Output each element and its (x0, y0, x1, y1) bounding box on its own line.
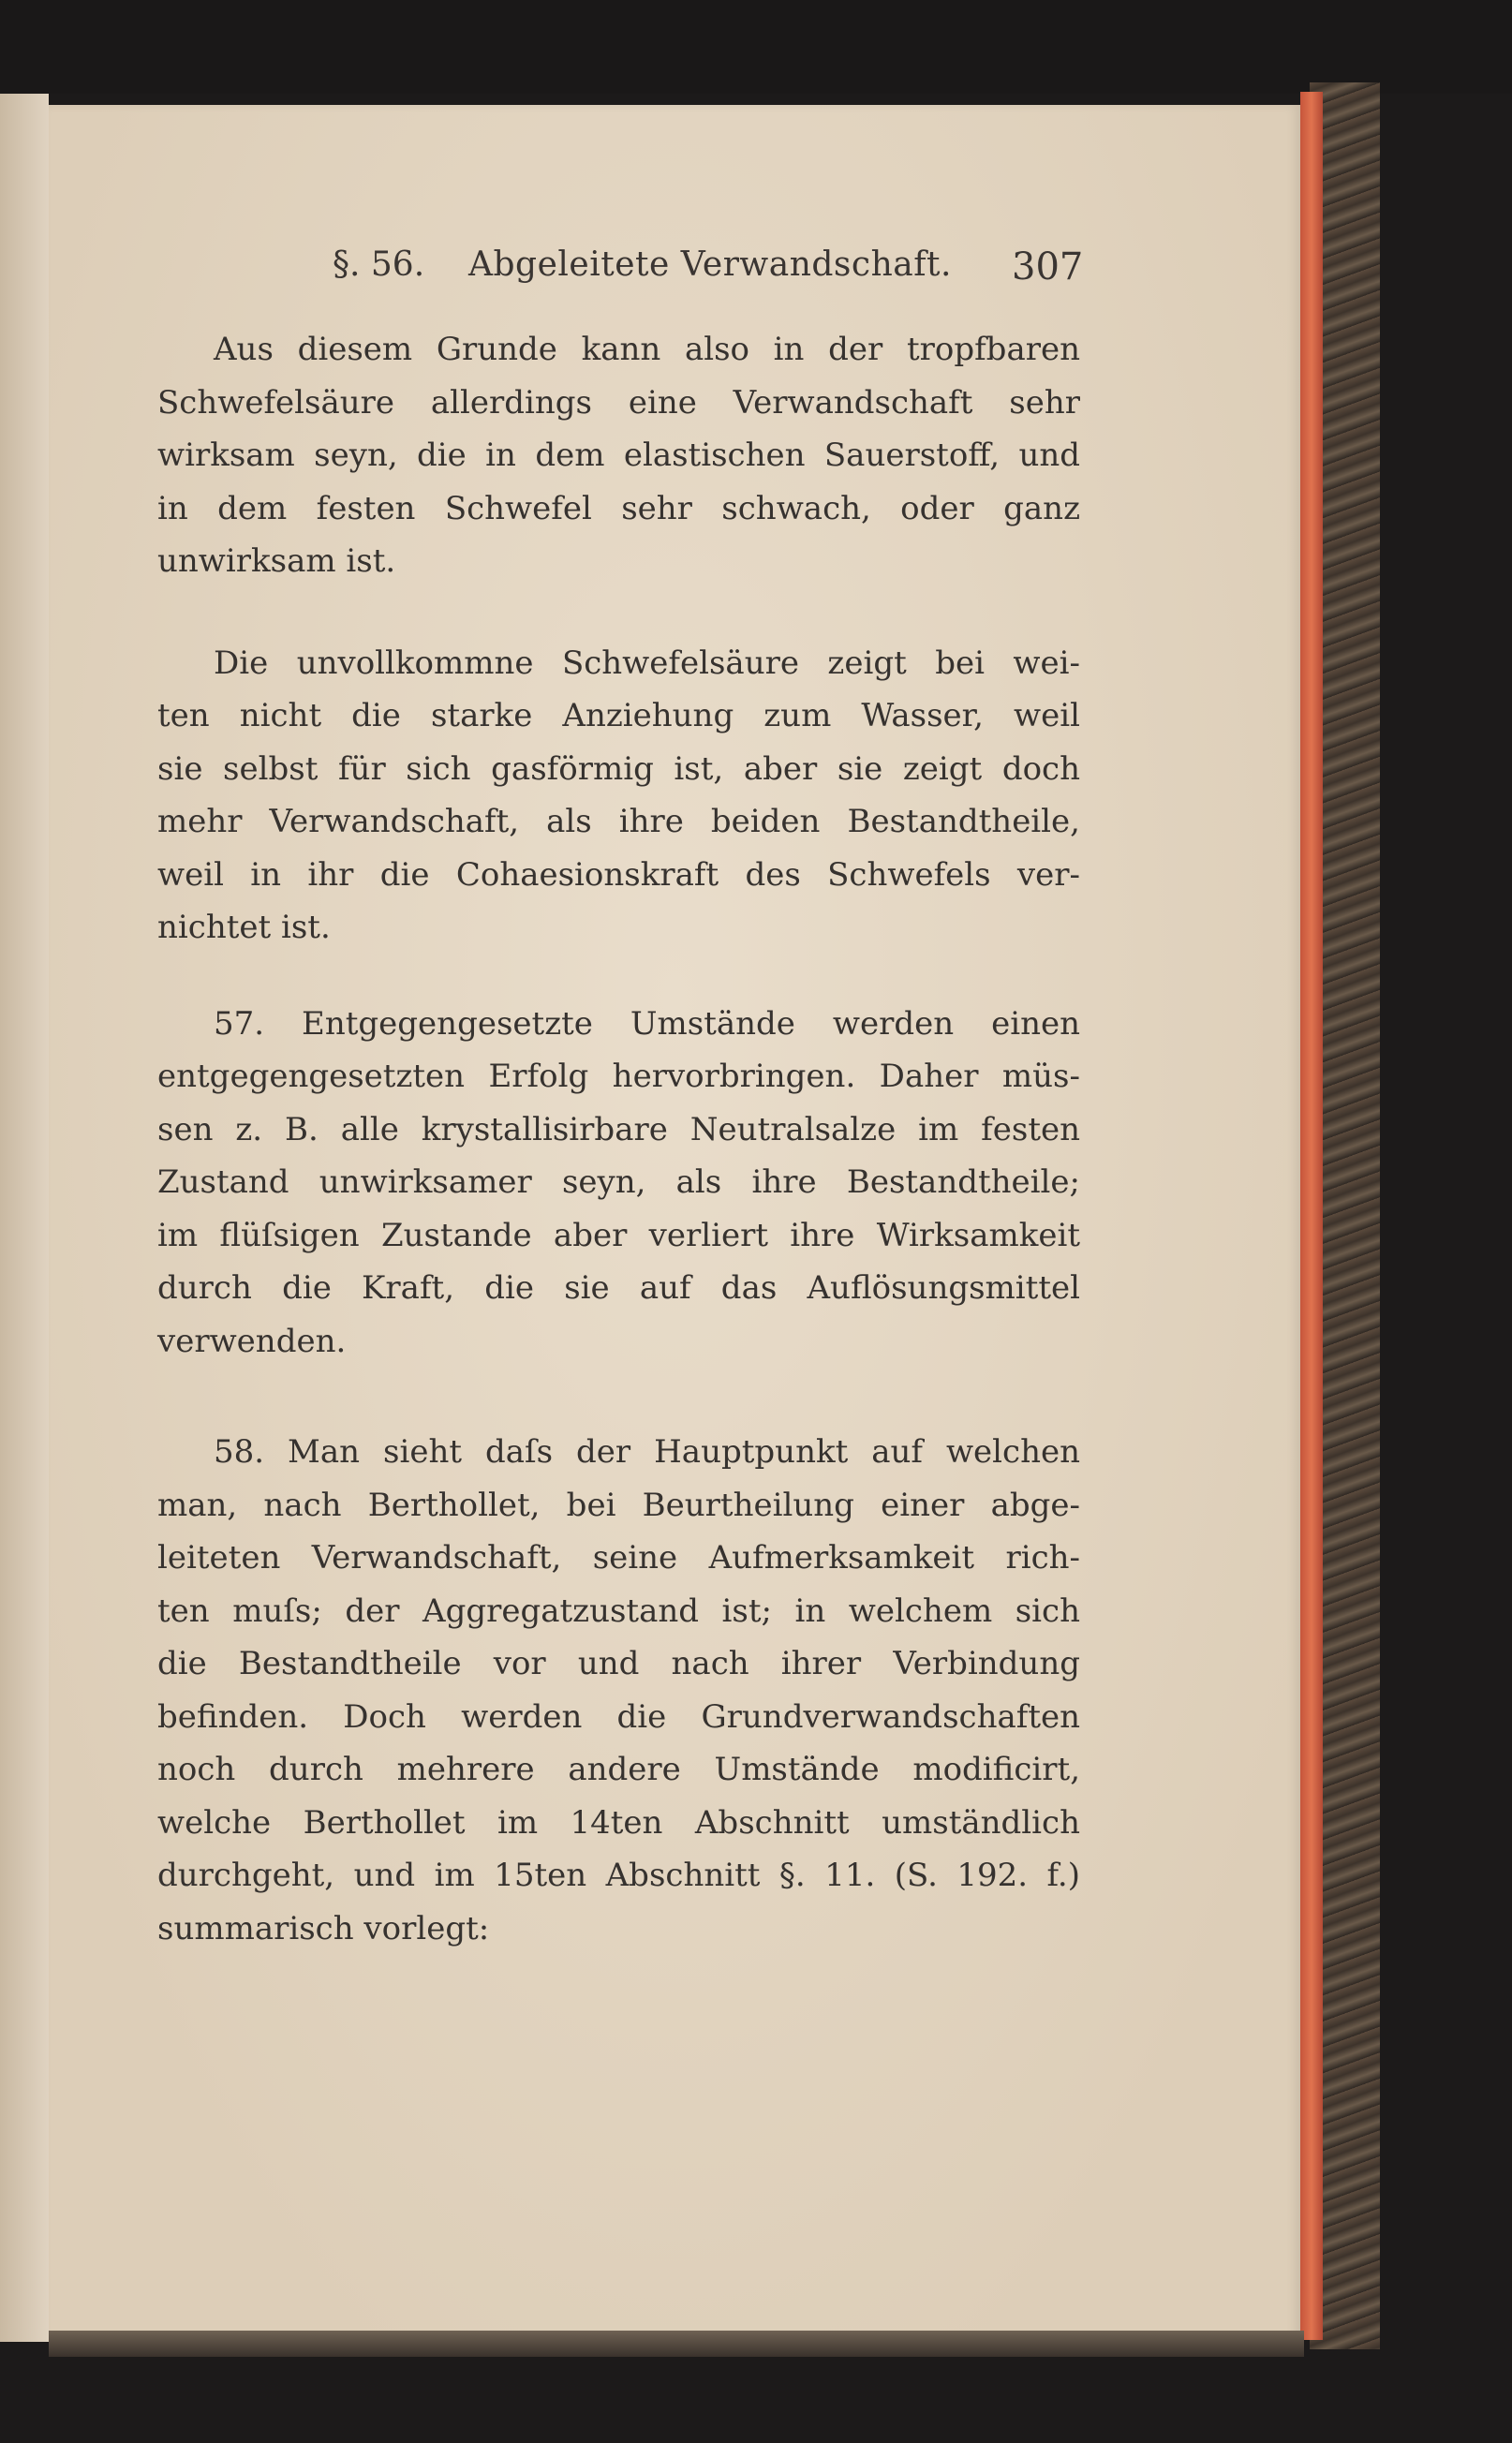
text-line: Schwefelsäure allerdings eine Verwandschaft sehr (157, 383, 1080, 422)
text-line: die Bestandtheile vor und nach ihrer Verbindung (157, 1645, 1080, 1682)
text-line: durch die Kraft, die sie auf das Auflösungsmittel (157, 1269, 1080, 1307)
text-line: verwenden. (157, 1322, 347, 1360)
scan-background (0, 0, 1512, 94)
text-line: man, nach Berthollet, bei Beurtheilung einer abge- (157, 1486, 1080, 1524)
text-line: weil in ihr die Cohaesionskraft des Schwefels ver- (157, 855, 1080, 894)
text-line: nichtet ist. (157, 909, 331, 946)
text-line: welche Berthollet im 14ten Abschnitt umständlich (157, 1803, 1080, 1842)
paragraph-2 (157, 637, 1080, 955)
header-title: Abgeleitete Verwandschaft. (468, 245, 952, 284)
text-line: durchgeht, und im 15ten Abschnitt §. 11. (S. 192. f.) (157, 1857, 1080, 1894)
paragraph-1 (157, 323, 1080, 588)
text-line: summarisch vorlegt: (157, 1909, 490, 1947)
text-line: noch durch mehrere andere Umstände modificirt, (157, 1751, 1080, 1788)
text-line: ten muſs; der Aggregatzustand ist; in welchem sich (157, 1592, 1080, 1630)
text-line: ten nicht die starke Anziehung zum Wasser, weil (157, 697, 1080, 734)
text-line: sen z. B. alle krystallisirbare Neutralsalze im festen (157, 1110, 1080, 1148)
text-line: Zustand unwirksamer seyn, als ihre Bestandtheile; (157, 1163, 1080, 1201)
text-line: unwirksam ist. (157, 542, 396, 580)
text-line: mehr Verwandschaft, als ihre beiden Bestandtheile, (157, 803, 1080, 840)
red-page-edge (1300, 92, 1323, 2340)
text-line: sie selbst für sich gasförmig ist, aber sie zeigt doch (157, 749, 1080, 788)
text-line: befinden. Doch werden die Grundverwandschaften (157, 1697, 1080, 1736)
text-line: Die unvollkommne Schwefelsäure zeigt bei wei- (214, 644, 1080, 682)
text-line: 58. Man sieht daſs der Hauptpunkt auf welchen (214, 1433, 1080, 1471)
text-line: 57. Entgegengesetzte Umstände werden einen (214, 1004, 1080, 1043)
paragraph-58 (157, 1426, 1080, 1955)
running-header (286, 245, 1091, 292)
paragraph-57 (157, 998, 1080, 1369)
text-line: im flüſsigen Zustande aber verliert ihre Wirksamkeit (157, 1216, 1080, 1254)
header-section-ref: §. 56. (333, 245, 425, 284)
page-number: 307 (1012, 245, 1084, 289)
text-line: wirksam seyn, die in dem elastischen Sauerstoff, und (157, 437, 1080, 474)
page-bottom-edge (49, 2331, 1304, 2357)
text-line: entgegengesetzten Erfolg hervorbringen. Daher müs- (157, 1058, 1080, 1095)
body-text (157, 323, 1080, 2002)
left-page-edge (0, 94, 49, 2342)
text-line: leiteten Verwandschaft, seine Aufmerksamkeit rich- (157, 1539, 1080, 1577)
text-line: Aus diesem Grunde kann also in der tropfbaren (214, 331, 1080, 368)
text-line: in dem festen Schwefel sehr schwach, oder ganz (157, 489, 1080, 527)
